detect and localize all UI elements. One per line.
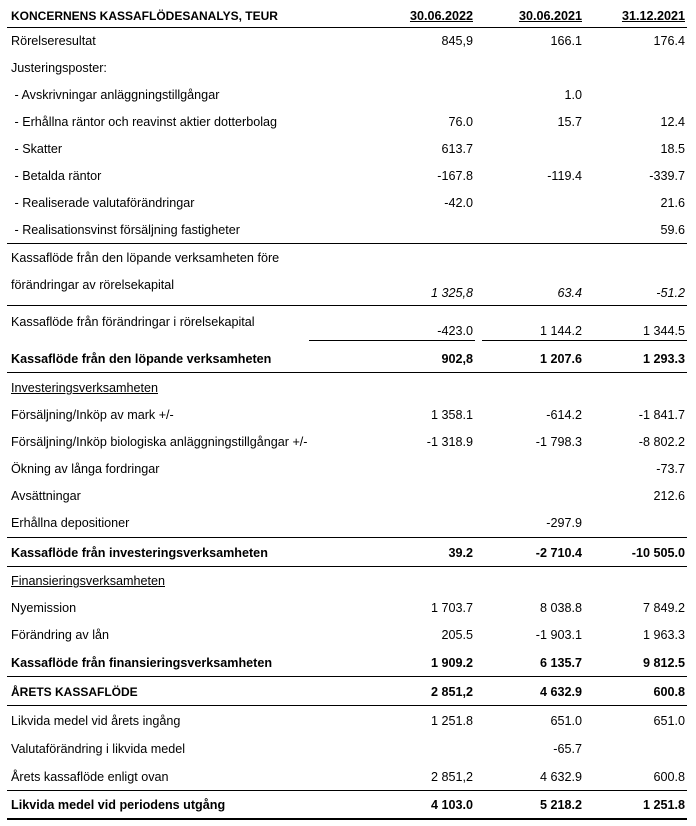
table-header [7, 8, 687, 24]
value-2022-06: 39.2 [448, 546, 473, 560]
table-row [7, 655, 687, 671]
value-2021-06: 1 207.6 [539, 352, 582, 366]
value-2021-12: -8 802.2 [638, 435, 685, 449]
value-2021-06: 5 218.2 [539, 798, 582, 812]
table-row [7, 713, 687, 729]
value-2021-06: 63.4 [557, 286, 582, 300]
value-2021-12: 651.0 [653, 714, 685, 728]
row-label: Justeringsposter: [11, 61, 107, 75]
table-row [7, 351, 687, 367]
table-row [7, 741, 687, 757]
value-2022-06: 2 851,2 [430, 770, 473, 784]
table-row [7, 141, 687, 157]
value-2022-06: 845,9 [441, 34, 473, 48]
value-2022-06: 4 103.0 [430, 798, 473, 812]
table-row [7, 797, 687, 813]
table-row [7, 488, 687, 504]
value-2022-06: 902,8 [441, 352, 473, 366]
table-row [7, 60, 687, 76]
row-label: Rörelseresultat [11, 34, 96, 48]
row-label: Likvida medel vid periodens utgång [11, 798, 226, 812]
table-row [7, 407, 687, 423]
value-2022-06: 1 909.2 [430, 656, 473, 670]
table-row [7, 195, 687, 211]
row-label: Kassaflöde från investeringsverksamheten [11, 546, 268, 560]
row-label: - Betalda räntor [11, 169, 102, 183]
table-row [7, 33, 687, 49]
value-2021-12: -1 841.7 [638, 408, 685, 422]
value-2021-12: 176.4 [653, 34, 685, 48]
value-2022-06: 1 325,8 [430, 286, 473, 300]
value-2022-06: -423.0 [437, 324, 473, 338]
table-row [7, 314, 687, 338]
table-row [7, 545, 687, 561]
row-label: - Realisationsvinst försäljning fastigheter [11, 223, 240, 237]
closing-rule [7, 818, 687, 820]
value-2022-06: 2 851,2 [430, 685, 473, 699]
value-2021-06: -297.9 [546, 516, 582, 530]
row-label: Erhållna depositioner [11, 516, 130, 530]
value-2021-12: -339.7 [649, 169, 685, 183]
value-2022-06: -167.8 [437, 169, 473, 183]
value-2021-06: 651.0 [550, 714, 582, 728]
value-2022-06: 205.5 [441, 628, 473, 642]
value-2022-06: 1 251.8 [430, 714, 473, 728]
table-row [7, 168, 687, 184]
table-row [7, 250, 687, 266]
table-row [7, 627, 687, 643]
column-header-2021-06: 30.06.2021 [518, 9, 582, 23]
section-rule [7, 537, 687, 538]
table-row [7, 573, 687, 589]
value-2021-06: 166.1 [550, 34, 582, 48]
table-row [7, 684, 687, 700]
value-2021-12: -51.2 [656, 286, 685, 300]
value-2021-06: 15.7 [557, 115, 582, 129]
value-2021-06: 1.0 [564, 88, 582, 102]
value-2021-06: -2 710.4 [535, 546, 582, 560]
value-2021-12: 600.8 [653, 685, 685, 699]
subtotal-rule [309, 340, 475, 341]
header-rule [7, 27, 687, 28]
value-2022-06: 76.0 [448, 115, 473, 129]
section-rule [7, 305, 687, 306]
value-2021-06: 8 038.8 [539, 601, 582, 615]
row-label: - Avskrivningar anläggningstillgångar [11, 88, 220, 102]
row-label: Försäljning/Inköp av mark +/- [11, 408, 174, 422]
table-row [7, 600, 687, 616]
value-2021-12: 7 849.2 [642, 601, 685, 615]
table-row [7, 114, 687, 130]
table-row [7, 434, 687, 450]
section-heading-financing: Finansieringsverksamheten [11, 574, 165, 588]
table-row [7, 380, 687, 396]
value-2021-06: -1 798.3 [535, 435, 582, 449]
value-2021-12: 9 812.5 [642, 656, 685, 670]
value-2022-06: 613.7 [441, 142, 473, 156]
value-2021-06: -65.7 [553, 742, 582, 756]
statement-title: KONCERNENS KASSAFLÖDESANALYS, TEUR [11, 9, 278, 23]
value-2021-12: 212.6 [653, 489, 685, 503]
row-label: Kassaflöde från finansieringsverksamheten [11, 656, 273, 670]
value-2021-06: 4 632.9 [539, 685, 582, 699]
row-label: Årets kassaflöde enligt ovan [11, 770, 169, 784]
value-2021-12: -73.7 [656, 462, 685, 476]
section-rule [7, 566, 687, 567]
row-label: Försäljning/Inköp biologiska anläggningstillgångar +/- [11, 435, 308, 449]
section-rule [7, 372, 687, 373]
table-row [7, 222, 687, 238]
subtotal-rule [482, 340, 687, 341]
value-2021-12: 59.6 [660, 223, 685, 237]
section-rule [7, 705, 687, 706]
row-label: förändringar av rörelsekapital [11, 278, 175, 292]
value-2021-06: 6 135.7 [539, 656, 582, 670]
row-label: Kassaflöde från förändringar i rörelsekapital [11, 315, 255, 329]
section-rule [7, 790, 687, 791]
value-2021-12: 21.6 [660, 196, 685, 210]
row-label: - Erhållna räntor och reavinst aktier dotterbolag [11, 115, 278, 129]
value-2021-06: -614.2 [546, 408, 582, 422]
column-header-2022-06: 30.06.2022 [409, 9, 473, 23]
value-2021-12: 600.8 [653, 770, 685, 784]
value-2021-12: 12.4 [660, 115, 685, 129]
row-label: ÅRETS KASSAFLÖDE [11, 685, 138, 699]
row-label: Valutaförändring i likvida medel [11, 742, 186, 756]
row-label: - Realiserade valutaförändringar [11, 196, 195, 210]
row-label: Kassaflöde från den löpande verksamheten [11, 352, 272, 366]
table-row [7, 769, 687, 785]
row-label: Ökning av långa fordringar [11, 462, 160, 476]
section-rule [7, 676, 687, 677]
value-2021-12: 1 963.3 [642, 628, 685, 642]
section-rule [7, 243, 687, 244]
value-2021-06: 4 632.9 [539, 770, 582, 784]
table-row [7, 515, 687, 531]
row-label: Nyemission [11, 601, 77, 615]
value-2022-06: 1 358.1 [430, 408, 473, 422]
value-2022-06: 1 703.7 [430, 601, 473, 615]
table-row [7, 87, 687, 103]
value-2021-12: -10 505.0 [631, 546, 685, 560]
row-label: Kassaflöde från den löpande verksamheten före [11, 251, 280, 265]
table-row [7, 461, 687, 477]
value-2021-12: 1 251.8 [642, 798, 685, 812]
value-2021-06: -119.4 [547, 169, 582, 183]
value-2021-12: 1 344.5 [642, 324, 685, 338]
value-2021-06: 1 144.2 [539, 324, 582, 338]
row-label: Avsättningar [11, 489, 81, 503]
row-label: Förändring av lån [11, 628, 110, 642]
column-header-2021-12: 31.12.2021 [621, 9, 685, 23]
value-2021-06: -1 903.1 [535, 628, 582, 642]
row-label: - Skatter [11, 142, 63, 156]
value-2022-06: -42.0 [444, 196, 473, 210]
table-row [7, 277, 687, 301]
value-2021-12: 1 293.3 [642, 352, 685, 366]
value-2021-12: 18.5 [660, 142, 685, 156]
row-label: Likvida medel vid årets ingång [11, 714, 181, 728]
value-2022-06: -1 318.9 [426, 435, 473, 449]
section-heading-investing: Investeringsverksamheten [11, 381, 158, 395]
